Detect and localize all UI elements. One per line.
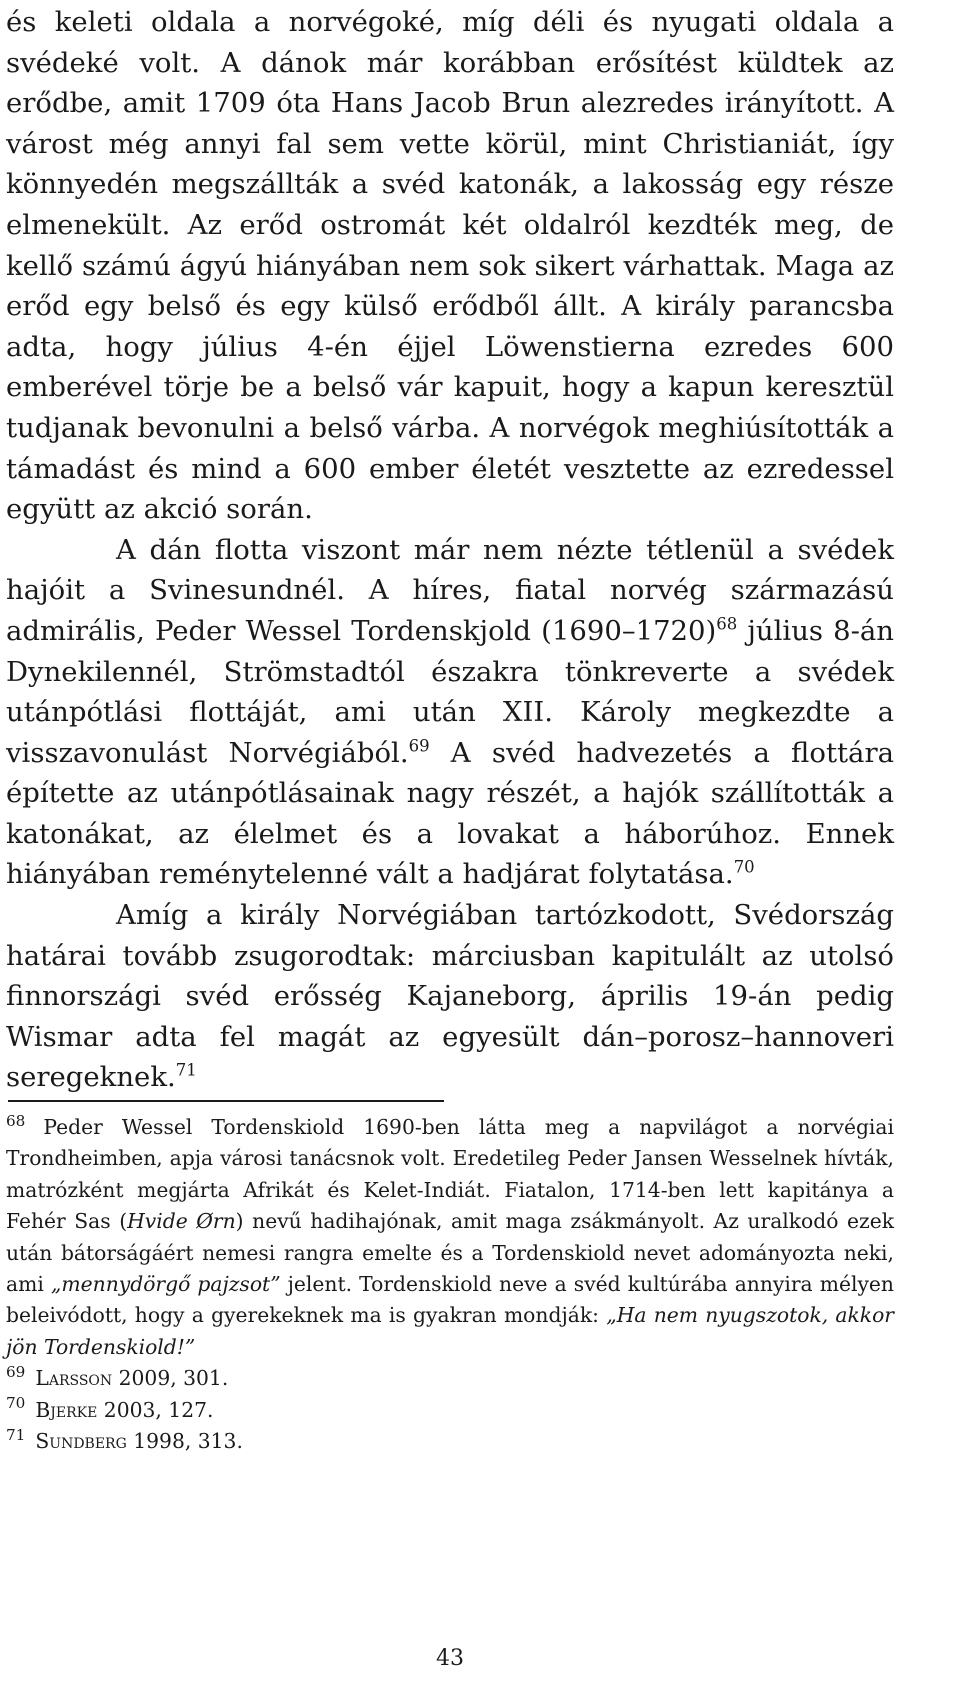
- footnote-68-text-c: jelent. Tordenskiold neve a svéd kultúrába annyira mélyen beleivódott, hogy a gyerekeknek ma is gyakran mondják:: [6, 1272, 894, 1328]
- footnote-71: [6, 1426, 894, 1457]
- footnote-68-text-b: ) nevű hadihajónak, amit maga zsákmányolt. Az uralkodó ezek után bátorságáért nemesi rangra emelte és a Tordenskiold nevet adományozta neki, ami: [6, 1209, 894, 1297]
- paragraph-2-text-c: A svéd hadvezetés a flottára építette az utánpótlásainak nagy részét, a hajók szállították a katonákat, az élelmet és a lovakat a háborúhoz. Ennek hiányában reménytelenné vált a hadjárat folytatása.: [6, 736, 894, 891]
- page-number: 43: [436, 1646, 464, 1671]
- footnote-70-author: Bjerke: [35, 1397, 98, 1422]
- paragraph-1-text: és keleti oldala a norvégoké, míg déli és nyugati oldala a svédeké volt. A dánok már korábban erősítést küldtek az erődbe, amit 1709 óta Hans Jacob Brun alezredes irányított. A várost még annyi fal sem vette körül, mint Christianiát, így könnyedén megszállták a svéd katonák, a lakosság egy része elmenekült. Az erőd ostromát két oldalról kezdték meg, de kellő számú ágyú hiányában nem sok sikert várhattak. Maga az erőd egy belső és egy külső erődből állt. A király parancsba adta, hogy július 4-én éjjel Löwenstierna ezredes 600 emberével törje be a belső vár kapuit, hogy a kapun keresztül tudjanak bevonulni a belső várba. A norvégok meghiúsították a támadást és mind a 600 ember életét vesztette az ezredessel együtt az akció során.: [6, 6, 894, 526]
- footnote-ref-68[interactable]: 68: [716, 614, 738, 634]
- paragraph-3-text: Amíg a király Norvégiában tartózkodott, Svédország határai tovább zsugorodtak: márciusban kapitulált az utolsó finnországi svéd erősség Kajaneborg, április 19-án pedig Wismar adta fel magát az egyesült dán–porosz–hannoveri seregeknek.: [6, 899, 894, 1094]
- footnote-68-quote-1: „mennydörgő pajzsot”: [50, 1272, 281, 1297]
- footnote-ref-69[interactable]: 69: [408, 735, 430, 755]
- footnote-ref-70[interactable]: 70: [733, 857, 755, 877]
- footnote-68-quote-2: „Ha nem nyugszotok, akkor jön Tordenskiold!”: [6, 1303, 895, 1359]
- footnote-separator: [8, 1100, 444, 1102]
- footnote-70: [6, 1395, 894, 1426]
- footnote-69-author: Larsson: [35, 1366, 113, 1391]
- footnote-68-text-a: Peder Wessel Tordenskiold 1690-ben látta meg a napvilágot a norvégiai Trondheimben, apja városi tanácsnok volt. Eredetileg Peder Jansen Wesselnek hívták, matrózként megjárta Afrikát és Kelet-Indiát. Fiatalon, 1714-ben lett kapitánya a Fehér Sas (: [6, 1115, 894, 1234]
- paragraph-2-text-b: július 8-án Dynekilennél, Strömstadtól északra tönkreverte a svédek utánpótlási flottáját, ami után XII. Károly megkezdte a visszavonulást Norvégiából.: [6, 614, 894, 769]
- footnote-68-ship-name: Hvide Ørn: [127, 1209, 236, 1234]
- footnote-68: [6, 1112, 894, 1363]
- footnotes: [6, 1112, 894, 1457]
- footnote-69: [6, 1363, 894, 1394]
- footnote-70-number: 70: [6, 1394, 26, 1413]
- footnote-69-citation: 2009, 301.: [112, 1366, 229, 1391]
- footnote-68-number: 68: [6, 1111, 26, 1130]
- footnote-71-author: Sundberg: [35, 1429, 127, 1454]
- footnote-71-citation: 1998, 313.: [126, 1429, 243, 1454]
- paragraph-2: [6, 530, 894, 895]
- footnote-70-citation: 2003, 127.: [97, 1397, 214, 1422]
- footnote-69-number: 69: [6, 1362, 26, 1381]
- paragraph-3: [6, 895, 894, 1098]
- footnote-ref-71[interactable]: 71: [175, 1060, 197, 1080]
- paragraph-1: [6, 2, 894, 530]
- footnote-71-number: 71: [6, 1425, 26, 1444]
- main-text: [6, 2, 894, 1098]
- paragraph-2-text-a: A dán flotta viszont már nem nézte tétlenül a svédek hajóit a Svinesundnél. A híres, fiatal norvég származású admirális, Peder Wessel Tordenskjold (1690–1720): [6, 533, 894, 647]
